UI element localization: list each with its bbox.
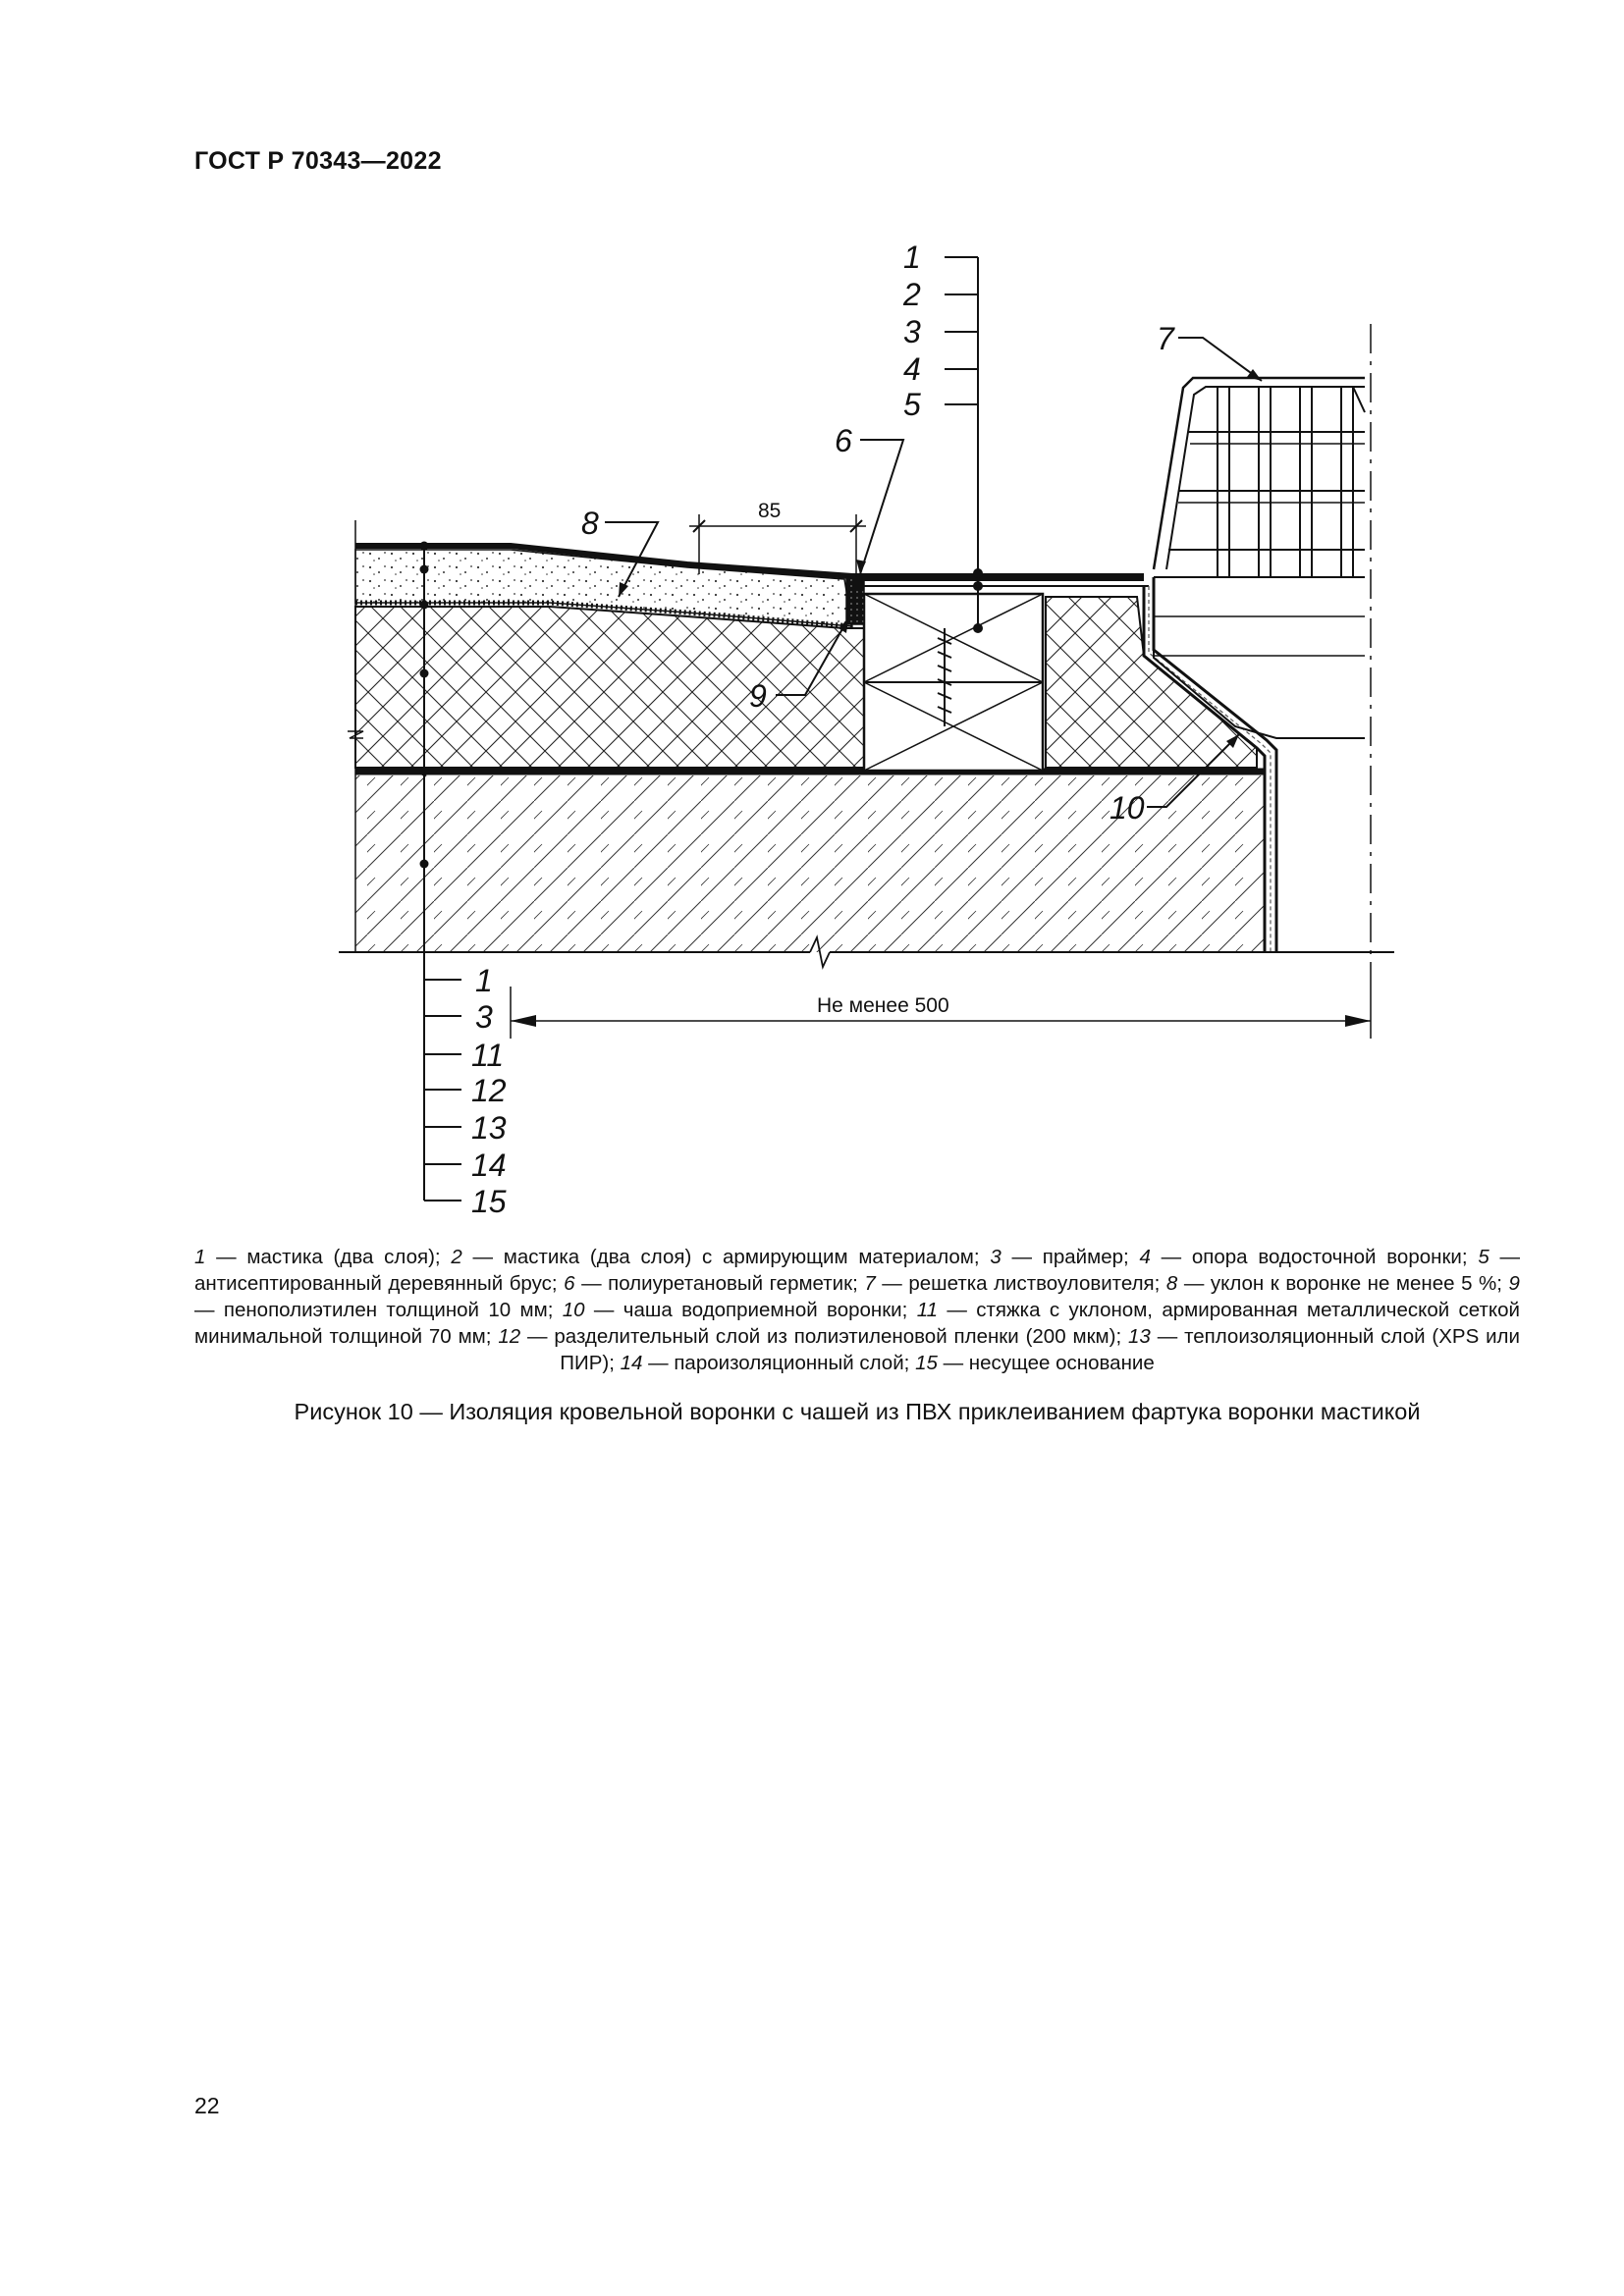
callout-6-leader [856,440,903,574]
timber-beam [864,594,1043,771]
leaf-grate [1154,378,1365,577]
callout-bottom-11: 11 [471,1038,505,1073]
callout-top-1: 1 [903,240,921,275]
legend-item-11: 11 — стяжка с уклоном, армированная металлической сеткой минимальной толщиной 70 мм; [194,1299,1520,1348]
legend-item-15: 15 — несущее основание [915,1352,1155,1374]
legend-item-5: 5 — антисептированный деревянный брус; [194,1246,1520,1295]
callout-bottom-3: 3 [475,999,493,1035]
callout-9: 9 [749,678,767,714]
top-membrane [852,577,1149,586]
callout-bottom-15: 15 [471,1184,507,1219]
dimension-500-label: Не менее 500 [817,994,949,1017]
legend-item-13: 13 — теплоизоляционный слой (XPS или ПИР); [560,1325,1520,1374]
callout-10: 10 [1110,790,1145,826]
legend-item-12: 12 — разделительный слой из полиэтиленовой пленки (200 мкм); [498,1325,1129,1348]
legend-item-8: 8 — уклон к воронке не менее 5 %; [1165,1272,1509,1295]
callout-bottom-1: 1 [475,963,493,998]
callout-7-leader [1178,338,1262,381]
callout-top-4: 4 [903,351,921,387]
legend-item-4: 4 — опора водосточной воронки; [1139,1246,1479,1268]
legend-item-10: 10 — чаша водоприемной воронки; [562,1299,917,1321]
legend-item-1: 1 — мастика (два слоя); [194,1246,452,1268]
dimension-85-label: 85 [758,500,782,522]
legend-item-2: 2 — мастика (два слоя) с армирующим материалом; [451,1246,991,1268]
callout-7: 7 [1157,321,1174,356]
callout-bottom-12: 12 [471,1073,507,1108]
figure-legend [194,1244,1520,1376]
sealant-joint [846,577,864,624]
legend-item-6: 6 — полиуретановый герметик; [564,1272,865,1295]
legend-item-14: 14 — пароизоляционный слой; [620,1352,916,1374]
callout-bottom-14: 14 [471,1148,507,1183]
page-number: 22 [194,2093,220,2118]
callout-6: 6 [835,423,852,458]
legend-item-9: 9 — пенополиэтилен толщиной 10 мм; [194,1272,1520,1321]
callout-8: 8 [581,506,599,541]
callout-top-2: 2 [903,277,921,312]
legend-item-7: 7 — решетка листвоуловителя; [864,1272,1166,1295]
callout-bottom-13: 13 [471,1110,507,1146]
callout-top-3: 3 [903,314,921,349]
callout-top-5: 5 [903,387,921,422]
figure-caption: Рисунок 10 — Изоляция кровельной воронки с чашей из ПВХ приклеиванием фартука воронки мастикой [294,1399,1421,1424]
legend-item-3: 3 — праймер; [990,1246,1140,1268]
document-header: ГОСТ Р 70343—2022 [194,147,442,175]
